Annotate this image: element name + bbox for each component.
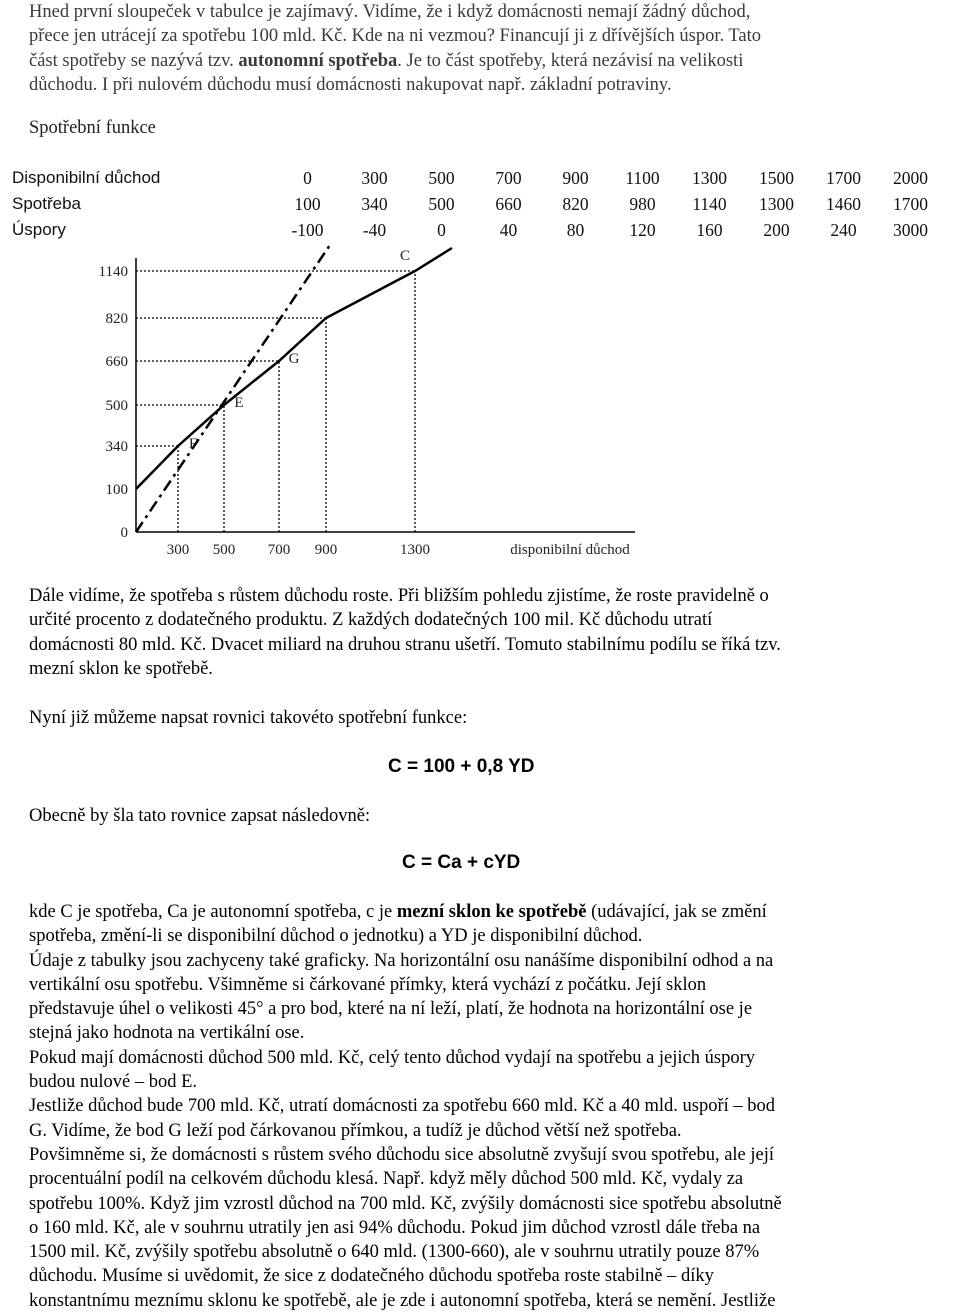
text-line: kde C je spotřeba, Ca je autonomní spotřeba, c je mezní sklon ke spotřebě (udávající, jak se změní [29,902,767,922]
text-line: stejná jako hodnota na vertikální ose. [29,1023,305,1044]
text-line: Pokud mají domácnosti důchod 500 mld. Kč, celý tento důchod vydají na spotřebu a jejich úspory [29,1047,755,1068]
table-cell: 0 [437,220,446,240]
text-line: 1500 mil. Kč, zvýšily spotřebu absolutně o 640 mld. (1300-660), ale v souhrnu utratily pouze 87% [29,1242,760,1263]
point-label-f: F [188,436,198,452]
x-tick-label: 300 [166,542,190,558]
table-cell: -40 [362,220,387,240]
equation-specific: C = 100 + 0,8 YD [388,756,535,777]
section-title: Spotřební funkce [29,118,156,138]
table-cell: 820 [562,194,589,214]
row-label: Disponibilní důchod [12,168,161,187]
table-cell: 1460 [826,194,861,214]
text-line: určité procento z dodatečného produktu. Z každých dodatečných 100 mil. Kč důchodu utratí [29,610,713,631]
y-tick-label: 100 [105,482,128,498]
term-mpc: mezní sklon ke spotřebě [396,902,587,922]
table-cell: 1500 [759,168,794,188]
intro-line: Hned první sloupeček v tabulce je zajímavý. Vidíme, že i když domácnosti nemají žádný důchod, [29,2,751,22]
text-line: Údaje z tabulky jsou zachyceny také graficky. Na horizontální osu nanášíme disponibilní odhod a na [29,950,774,971]
table-cell: 500 [428,168,455,188]
y-tick-label: 0 [120,525,128,541]
table-cell: 0 [303,168,312,188]
explanation-paragraph [29,900,929,1313]
y-tick-label: 820 [105,311,128,327]
table-cell: 1300 [692,168,727,188]
equation-general-label: Obecně by šla tato rovnice zapsat následovně: [29,806,371,826]
intro-line: důchodu. I při nulovém důchodu musí domácnosti nakupovat např. základní potraviny. [29,74,672,95]
text-line: spotřebu 100%. Když jim vzrostl důchod na 700 mld. Kč, zvýšily domácnosti sice spotřebu absolutně [29,1193,782,1214]
text-line: budou nulové – bod E. [29,1072,198,1093]
row-label: Spotřeba [12,194,81,213]
table-cell: 980 [629,194,656,214]
y-tick-label: 340 [105,439,128,455]
table-cell: 1140 [692,194,727,214]
consumption-line [136,248,452,489]
table-cell: 660 [495,194,522,214]
x-tick-label: 500 [212,542,236,558]
x-tick-label: 700 [267,542,291,558]
table-cell: 1300 [759,194,794,214]
point-label-e: E [234,395,244,411]
table-cell: 200 [763,220,790,240]
table-cell: 120 [629,220,656,240]
table-cell: 240 [830,220,857,240]
intro-line: část spotřeby se nazývá tzv. autonomní spotřeba. Je to část spotřeby, která nezávisí na velikosti [29,50,744,71]
point-label-g: G [288,351,300,367]
y-tick-label: 660 [105,354,128,370]
table-cell: 80 [566,220,585,240]
table-cell: 300 [361,168,388,188]
text-line: spotřeba, změní-li se disponibilní důchod o jednotku) a YD je disponibilní důchod. [29,926,643,947]
table-cell: 900 [562,168,589,188]
table-cell: 2000 [893,168,928,188]
x-tick-label: 900 [314,542,338,558]
slope-paragraph [29,584,929,681]
series-label-c: C [399,248,411,264]
intro-line: přece jen utrácejí za spotřebu 100 mld. Kč. Kde na ni vezmou? Financují ji z dřívějších úspor. Tato [29,26,761,47]
table-cell: -100 [291,220,324,240]
table-cell: 700 [495,168,522,188]
text-line: konstantnímu meznímu sklonu ke spotřebě, ale je zde i autonomní spotřeba, která se nemění. Jestliže [29,1290,776,1311]
text-line: mezní sklon ke spotřebě. [29,658,213,679]
text-line: důchodu. Musíme si uvědomit, že sice z dodatečného důchodu spotřeba roste stabilně – díky [29,1266,714,1287]
text-line: vertikální osu spotřebu. Všimněme si čárkované přímky, která vychází z počátku. Její sklon [29,974,707,995]
x-tick-label: 1300 [400,542,430,558]
y-tick-label: 1140 [98,264,128,280]
text-line: o 160 mld. Kč, ale v souhrnu utratily jen asi 94% důchodu. Pokud jim důchod vzrostl dále třeba na [29,1217,761,1238]
table-cell: 1700 [893,194,928,214]
text-line: Jestliže důchod bude 700 mld. Kč, utratí domácnosti za spotřebu 660 mld. Kč a 40 mld. uspoří – bod [29,1096,776,1117]
table-cell: 500 [428,194,455,214]
text-line: domácnosti 80 mld. Kč. Dvacet miliard na druhou stranu ušetří. Tomuto stabilnímu podílu se říká tzv. [29,634,781,655]
table-cell: 40 [499,220,518,240]
table-cell: 1100 [625,168,660,188]
table-cell: 100 [294,194,321,214]
text-line: Dále vidíme, že spotřeba s růstem důchodu roste. Při bližším pohledu zjistíme, že roste pravidelně o [29,586,769,606]
row-label: Úspory [12,220,66,239]
table-cell: 3000 [893,220,928,240]
x-axis-label: disponibilní důchod [510,542,630,558]
equation-intro: Nyní již můžeme napsat rovnici takovéto spotřební funkce: [29,708,468,728]
consumption-function-chart [0,0,960,580]
reference-45deg-line [136,245,330,532]
text-line: procentuální podíl na celkovém důchodu klesá. Např. když měly důchod 500 mld. Kč, vydaly za [29,1169,744,1190]
equation-general: C = Ca + cYD [402,852,521,873]
table-cell: 160 [696,220,723,240]
term-autonomous-consumption: autonomní spotřeba [238,50,398,71]
table-cell: 1700 [826,168,861,188]
y-tick-label: 500 [105,398,128,414]
text-line: G. Vidíme, že bod G leží pod čárkovanou přímkou, a tudíž je důchod větší než spotřeba. [29,1120,682,1141]
table-cell: 340 [361,194,388,214]
text-line: představuje úhel o velikosti 45° a pro bod, které na ní leží, platí, že hodnota na horizontální ose je [29,999,753,1020]
text-line: Povšimněme si, že domácnosti s růstem svého důchodu sice absolutně zvyšují svou spotřebu, ale její [29,1144,775,1165]
